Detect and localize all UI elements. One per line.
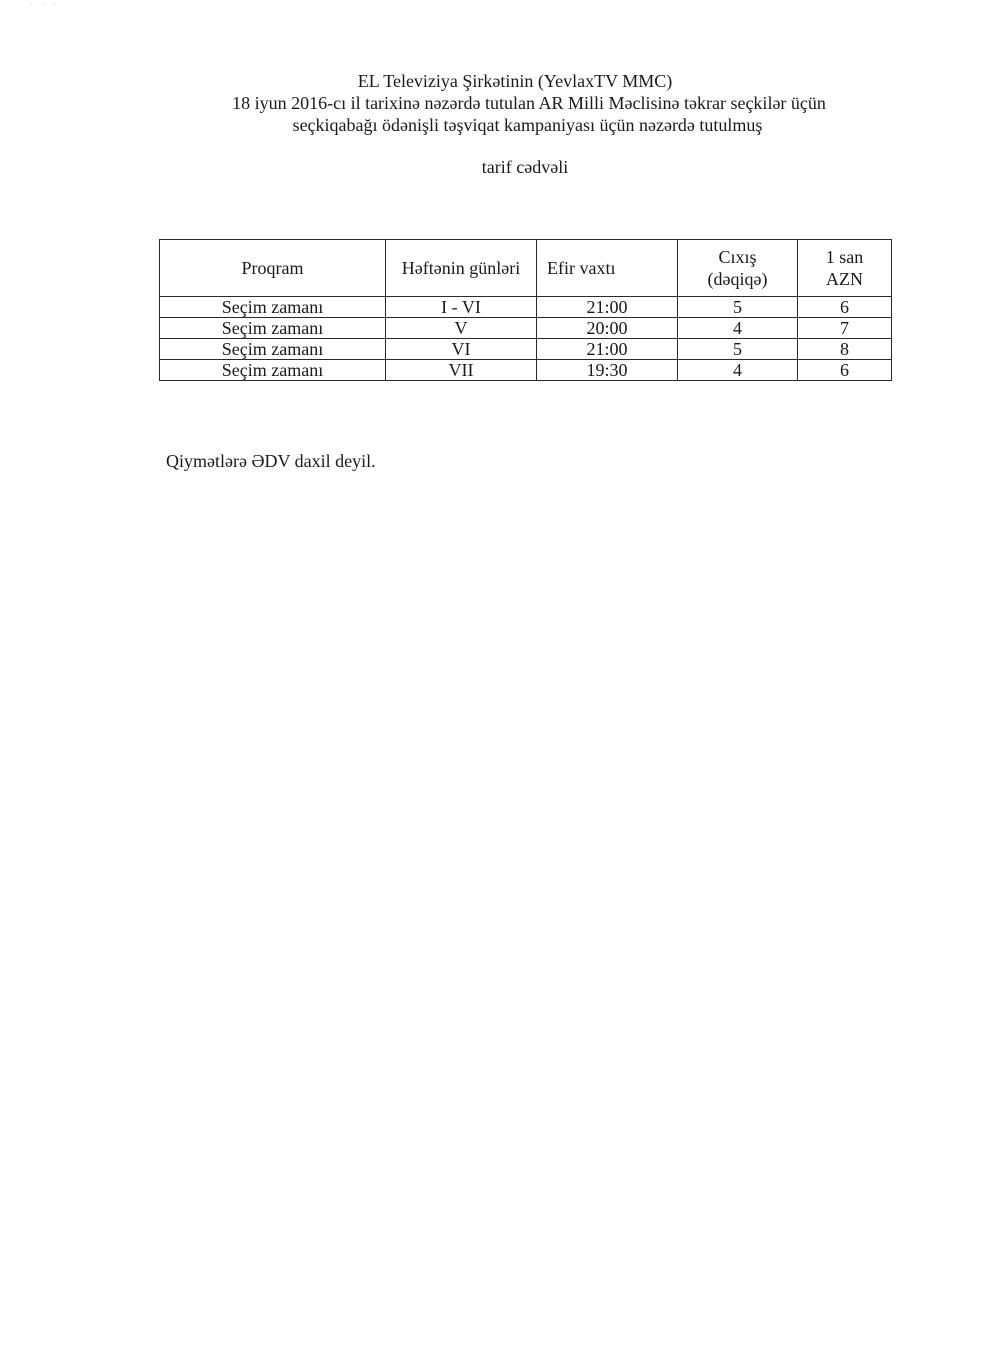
cell-program: Seçim zamanı [160,339,386,360]
cell-price: 7 [798,318,892,339]
cell-weekdays: V [386,318,537,339]
header-price [798,240,892,297]
document-header [0,70,1000,136]
cell-weekdays: I - VI [386,297,537,318]
cell-price: 6 [798,297,892,318]
header-campaign-line: seçkiqabağı ödənişli təşviqat kampaniyası üçün nəzərdə tutulmuş [292,115,763,135]
table-header-row [160,240,892,297]
cell-airtime: 21:00 [537,339,678,360]
header-price-line2: AZN [826,269,863,289]
table-row [160,297,892,318]
table-row [160,339,892,360]
scan-artifact: · · · [30,0,60,10]
header-price-line1: 1 san [825,247,864,267]
vat-note: Qiymətlərə ƏDV daxil deyil. [166,451,376,471]
cell-price: 8 [798,339,892,360]
cell-weekdays: VI [386,339,537,360]
cell-program: Seçim zamanı [160,297,386,318]
header-program: Proqram [160,240,386,297]
cell-duration: 5 [678,297,798,318]
header-weekdays: Həftənin günləri [386,240,537,297]
cell-airtime: 19:30 [537,360,678,381]
cell-duration: 5 [678,339,798,360]
header-duration-line1: Cıxış [718,247,757,267]
header-company-line: EL Televiziya Şirkətinin (YevlaxTV MMC) [357,71,673,91]
table-row [160,318,892,339]
cell-price: 6 [798,360,892,381]
table-row [160,360,892,381]
cell-duration: 4 [678,318,798,339]
cell-airtime: 21:00 [537,297,678,318]
header-election-line: 18 iyun 2016-cı il tarixinə nəzərdə tutulan AR Milli Məclisinə təkrar seçkilər üçün [232,93,826,113]
cell-program: Seçim zamanı [160,360,386,381]
cell-airtime: 20:00 [537,318,678,339]
document-subtitle: tarif cədvəli [481,157,569,177]
cell-program: Seçim zamanı [160,318,386,339]
cell-duration: 4 [678,360,798,381]
cell-weekdays: VII [386,360,537,381]
tariff-table [159,239,892,381]
header-airtime: Efir vaxtı [537,240,678,297]
header-duration [678,240,798,297]
header-duration-line2: (dəqiqə) [707,269,768,289]
